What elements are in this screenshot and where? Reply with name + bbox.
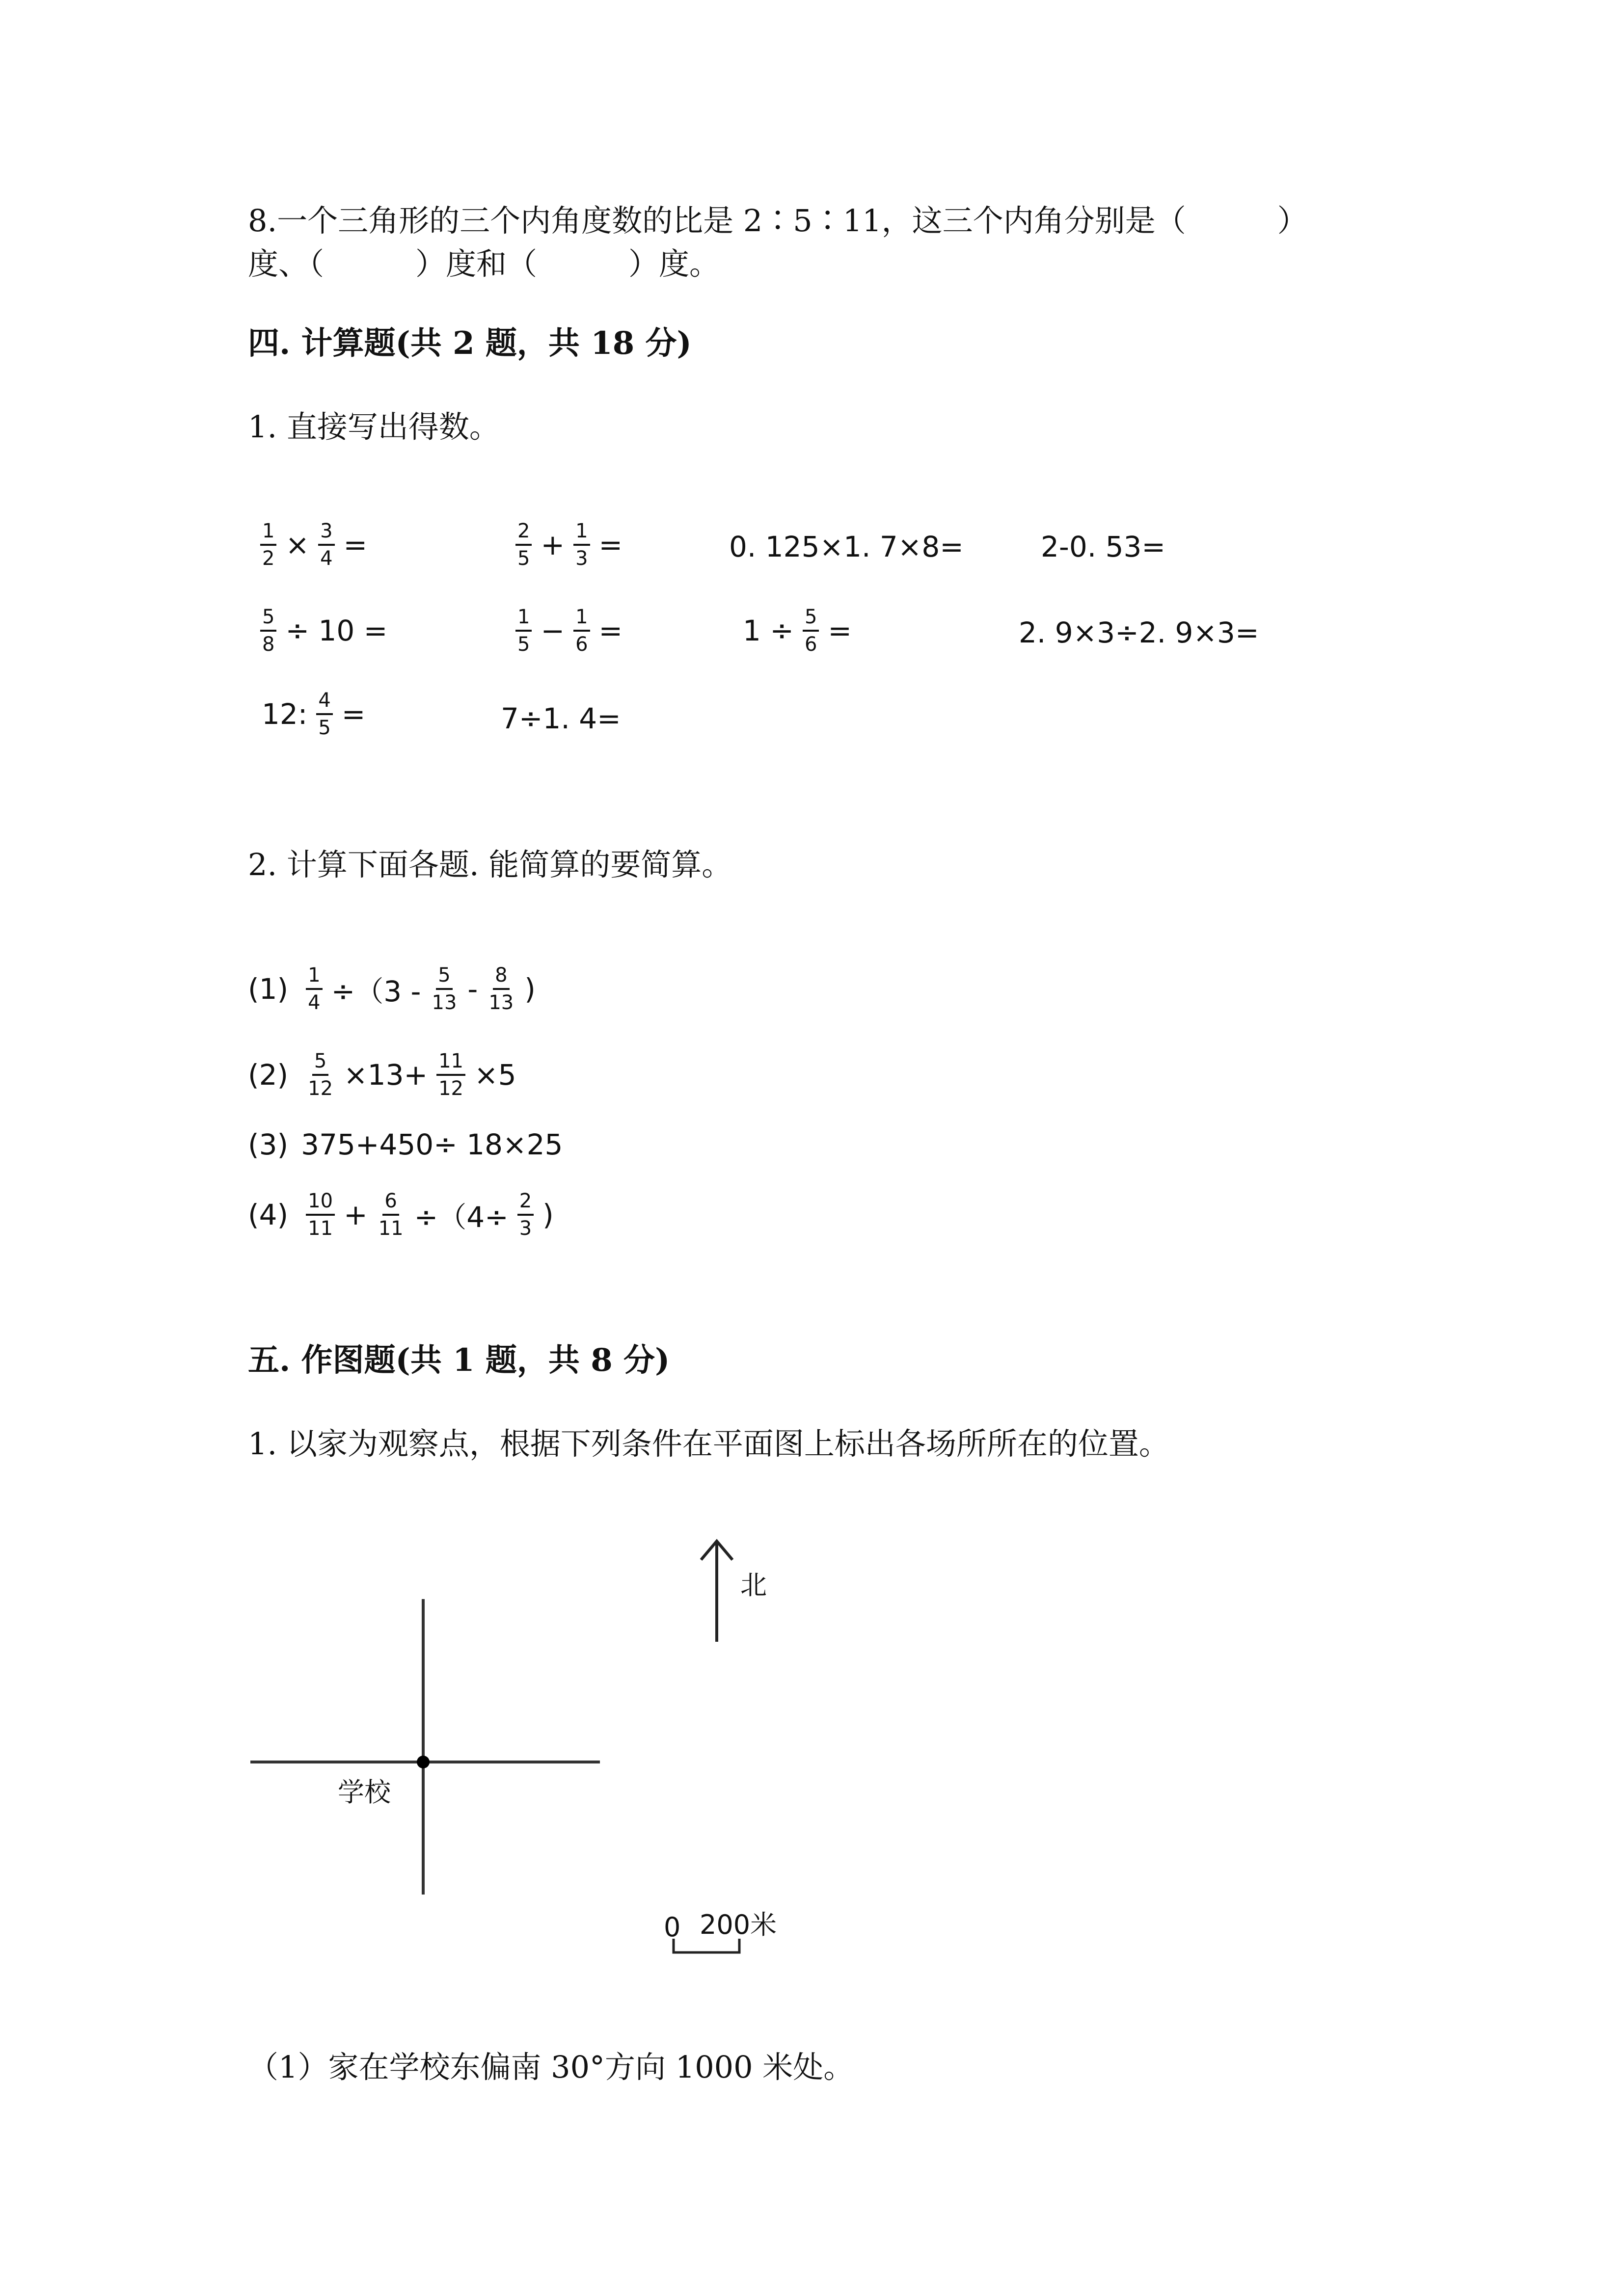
q8-line1: 8.一个三角形的三个内角度数的比是 2∶5∶11，这三个内角分别是（ ） xyxy=(248,203,1308,239)
expr-r2-b: 1 5 − $\frac{1}{6}$ = xyxy=(511,606,626,655)
expr-p1: (1) $\frac{1}{4}$ ÷（3 - 5 13 - 8 13 ) xyxy=(248,964,536,1014)
expr-r1-d: 2-0. 53= xyxy=(1041,530,1166,563)
fraction: $\frac{3}{4}$ xyxy=(318,520,334,569)
fraction: 5 13 xyxy=(432,964,457,1014)
fraction: $\frac{1}{2}$ xyxy=(260,520,276,569)
fraction: $\frac{1}{4}$ xyxy=(306,964,322,1014)
fraction: 10 11 xyxy=(306,1190,335,1239)
s5-q1-title: 1. 以家为观察点，根据下列条件在平面图上标出各场所所在的位置。 xyxy=(248,1426,1169,1462)
expr-r2-d: 2. 9×3÷2. 9×3= xyxy=(1019,616,1259,649)
school-label: 学校 xyxy=(338,1777,391,1808)
fraction: $\frac{5}{6}$ xyxy=(803,606,819,655)
section4-heading: 四. 计算题(共 2 题，共 18 分) xyxy=(248,325,692,362)
expr-r2-c: 1 ÷ $\frac{5}{6}$ = xyxy=(743,606,852,656)
fraction: $\frac{11}{12}$ xyxy=(436,1050,465,1099)
fraction: $\frac{1}{3}$ xyxy=(573,520,590,569)
expr-r1-b: 2 5 + $\frac{1}{3}$ = xyxy=(511,520,626,569)
expr-r1-a: $\frac{1}{2}$ × $\frac{3}{4}$ = xyxy=(255,520,371,569)
section5-heading: 五. 作图题(共 1 题，共 8 分) xyxy=(248,1342,670,1379)
s4-q1-title: 1. 直接写出得数。 xyxy=(248,409,500,445)
fraction: 1 5 xyxy=(515,606,532,655)
fraction: $\frac{4}{5}$ xyxy=(316,690,332,739)
s5-condition-1: （1）家在学校东偏南 30°方向 1000 米处。 xyxy=(248,2049,854,2085)
fraction: $\frac{1}{6}$ xyxy=(573,606,590,655)
fraction: $\frac{6}{11}$ xyxy=(378,1190,404,1240)
expr-p4: (4) 10 11 + $\frac{6}{11}$ ÷（4÷ $\frac{2}{3}$ ) xyxy=(248,1190,554,1240)
fraction: 2 5 xyxy=(515,520,532,569)
expr-p2: (2) $\frac{5}{12}$ ×13+ $\frac{11}{12}$ ×5 xyxy=(248,1050,516,1100)
fraction: 8 13 xyxy=(488,964,514,1014)
scale-zero: 0 xyxy=(664,1912,681,1943)
scale-bar xyxy=(674,1939,739,1952)
north-label: 北 xyxy=(740,1570,767,1601)
fraction: $\frac{2}{3}$ xyxy=(517,1190,534,1239)
expr-r1-c: 0. 125×1. 7×8= xyxy=(729,530,964,563)
school-point xyxy=(417,1756,430,1768)
fraction: $\frac{5}{8}$ xyxy=(260,606,276,655)
fraction: $\frac{5}{12}$ xyxy=(308,1050,333,1100)
s4-q2-title: 2. 计算下面各题. 能简算的要简算。 xyxy=(248,847,732,882)
expr-r3-a: 12: $\frac{4}{5}$ = xyxy=(262,689,366,739)
scale-label: 200米 xyxy=(700,1909,777,1940)
expr-r2-a: $\frac{5}{8}$ ÷ 10 = xyxy=(255,606,391,655)
q8-line2: 度、（ ）度和（ ）度。 xyxy=(248,246,720,282)
expr-p3: (3) 375+450÷ 18×25 xyxy=(248,1128,563,1161)
expr-r3-b: 7÷1. 4= xyxy=(501,702,621,735)
